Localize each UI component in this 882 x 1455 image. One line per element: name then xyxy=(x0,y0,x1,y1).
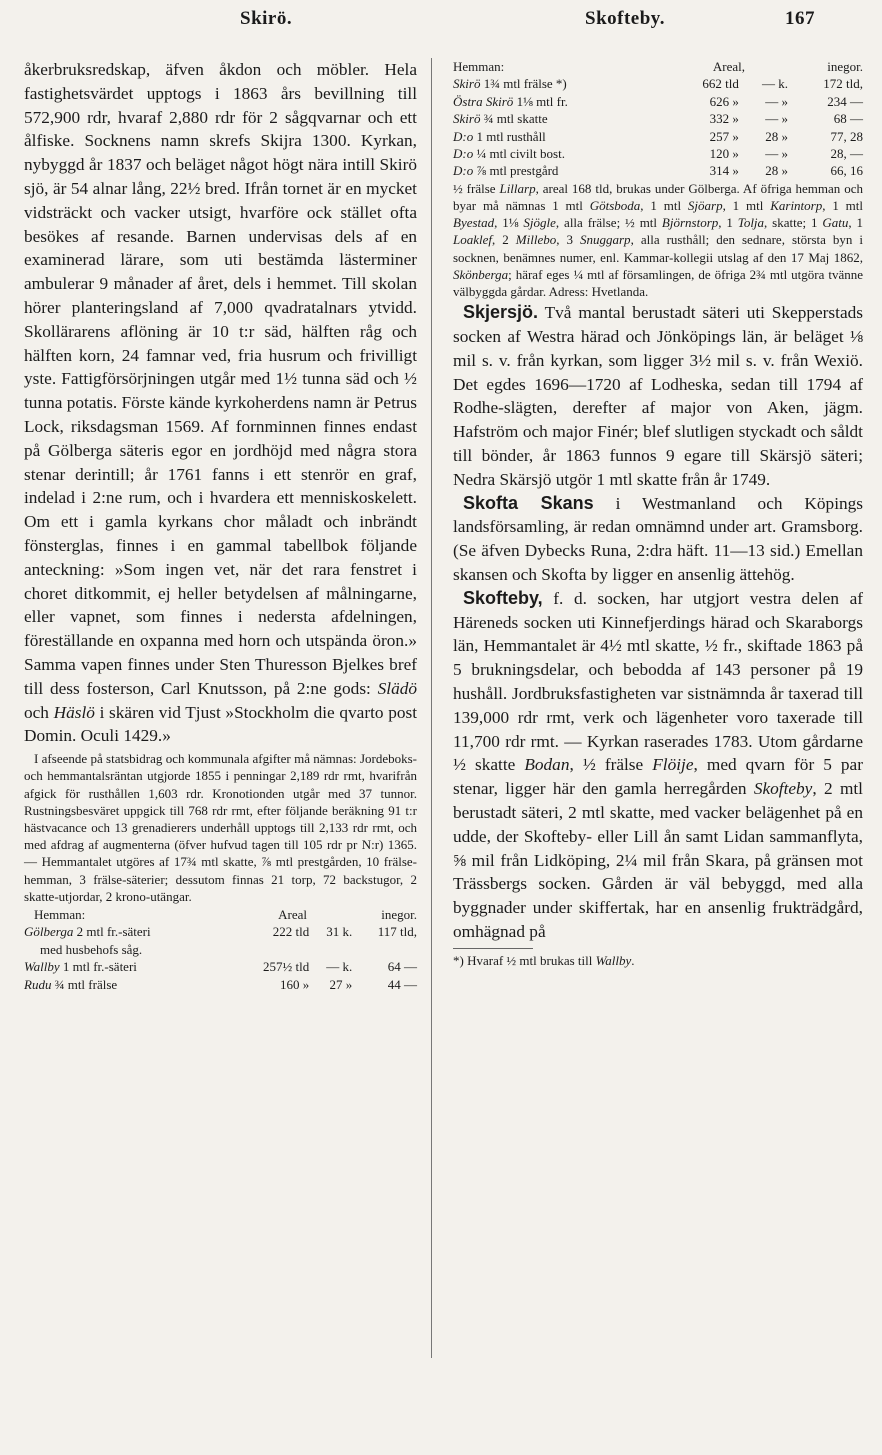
left-column xyxy=(24,58,417,993)
entry-heading: Skofta Skans xyxy=(463,492,594,513)
entry-skjersjo: Skjersjö. Två mantal berustadt säteri uti Skepperstads socken af Westra härad och Jönköpings län, är beläget ⅛ mil s. v. från kyrkan, som ligger 3½ mil s. v. från Wexiö. Det egdes 1696—1720 af Lodheska, sedan till 1794 af Rodhe-slägten, derefter af major von Aken, jägm. Hafström och major Finér; blef slutligen styckadt och såldt till bönder, år 1863 funnos 9 egare till Skärsjö säteri; Nedra Skärsjö utgör 1 mtl skatte från år 1749. xyxy=(453,302,863,489)
table-row: Östra Skirö 1⅛ mtl fr. 626 » — » 234 — xyxy=(453,93,863,109)
right-column xyxy=(453,58,863,969)
footnote: *) Hvaraf ½ mtl brukas till Wallby. xyxy=(453,952,635,968)
column-divider xyxy=(431,58,432,1358)
table-row: D:o ¼ mtl civilt bost. 120 » — » 28, — xyxy=(453,146,863,162)
right-hemman-table xyxy=(453,58,863,180)
table-row: Skirö 1¾ mtl frälse *) 662 tld — k. 172 tld, xyxy=(453,76,863,92)
page-number: 167 xyxy=(785,8,815,29)
table-header-row: Hemman: Areal inegor. xyxy=(34,906,417,922)
table-row: Gölberga 2 mtl fr.-säteri 222 tld 31 k. 117 tld, xyxy=(24,924,417,940)
table-row: Skirö ¾ mtl skatte 332 » — » 68 — xyxy=(453,111,863,127)
table-header-row: Hemman: Areal, inegor. xyxy=(453,59,863,74)
entry-skofteby: Skofteby, f. d. socken, har utgjort vestra delen af Häreneds socken uti Kinnefjerdings härad och Skaraborgs län, Hemmantalet är 4½ mtl skatte, ½ fr., skiftade 1863 på 5 brukningsdelar, och bebodda af 143 personer på 19 hushåll. Jordbruksfastigheten var sistnämnda år taxerad till 139,000 rdr rmt, verk och lägenheter voro taxerade till 11,700 rdr rmt. — Kyrkan raserades 1783. Utom gårdarne ½ skatte Bodan, ½ frälse Flöije, med qvarn för 5 par stenar, ligger här den gamla herregården Skofteby, 2 mtl berustadt säteri, 2 mtl skatte, med vacker belägenhet på en udde, der Skofteby- eller Lill ån samt Lidan sammanflyta, ⅝ mil från Lidköping, 2¼ mil från Skara, på gränsen mot Trässbergs socken. Gården är väl bebyggd, med alla byggnader under skiffertak, har en ansenlig frukträdgård, omhägnad på xyxy=(453,587,863,941)
running-head-left: Skirö. xyxy=(240,8,293,29)
entry-heading: Skjersjö. xyxy=(463,302,539,323)
skiro-hemman-note: ½ frälse Lillarp, areal 168 tld, brukas under Gölberga. Af öfriga hemman och byar må nämnas 1 mtl Götsboda, 1 mtl Sjöarp, 1 mtl Karintorp, 1 mtl Byestad, 1⅛ Sjögle, alla frälse; ½ mtl Björnstorp, 1 Tolja, skatte; 1 Gatu, 1 Loaklef, 2 Millebo, 3 Snuggarp, alla rusthåll; den sednare, största byn i socknen, benämnes numer, enl. Kammar-kollegii utslag af den 17 Maj 1862, Skönberga; häraf eges ¼ mtl af församlingen, de öfriga 2¾ mtl utgöra tvänne välbyggda gårdar. Adress: Hvetlanda. xyxy=(453,180,864,300)
skiro-continuation-paragraph: åkerbruksredskap, äfven åkdon och möbler. Hela fastighetsvärdet upptogs i 1863 års bevillning till 572,900 rdr, hvaraf 2,880 rdr för 2 sågqvarnar och ett ålfiske. Socknens namn skrefs Skijra 1300. Kyrkan, nybyggd år 1837 och beläget något högt nära intill Skirö sjö, är 54 alnar lång, 22½ bred. Ifrån tornet är en mycket vidsträckt och vacker utsigt, hvarföre ock stället ofta besökes af resande. Barnen undervisas dels af en examinerad lärare, som uti bestämda lästerminer ambulerar 9 månader af året, dels i hemmet. Till skolan hörer planteringsland af 7,000 qvadratalnars ytvidd. Skollärarens aflöning är 10 t:r säd, hälften råg och hälften korn, 24 famnar ved, fria husrum och frivilligt yste. Fattigförsörjningen utgår med 1½ tunna säd och ½ tunna potatis. Förste kände kyrkoherdens namn är Petrus Lock, riksdagsman 1569. Af fornminnen finnes endast på Gölberga säteris egor en jordhöjd med några stora stenar derintill; år 1761 fanns i ett stenrör en graf, indelad i 2:ne rum, och i hvardera ett menniskoskelett. Om ett i gamla kyrkans chor måladt och inbrändt fönsterglas, finnes i en gammal tabellbok följande anteckning: »Som ingen vet, när det rara fenstret i choret ditkommit, ej heller betydelsen af målningarne, eller vapnet, som finnes i nedersta afdelningen, föreställande en oxpanna med horn och utspända öron.» Samma vapen finnes under Sten Thuresson Bjelkes bref till dess fosterson, Carl Knutsson, på 2:ne gods: Slädö och Häslö i skären vid Tjust »Stockholm die qvarto post Domin. Oculi 1429.» xyxy=(24,60,418,746)
table-row: Wallby 1 mtl fr.-säteri 257½ tld — k. 64 — xyxy=(24,959,417,975)
table-row: Rudu ¾ mtl frälse 160 » 27 » 44 — xyxy=(24,976,417,992)
running-head-center: Skofteby. xyxy=(585,8,665,29)
footnote-rule xyxy=(453,948,533,949)
entry-heading: Skofteby, xyxy=(463,587,543,608)
left-hemman-table xyxy=(24,906,417,993)
table-row: med husbehofs såg. xyxy=(40,941,143,957)
table-row: D:o ⅞ mtl prestgård 314 » 28 » 66, 16 xyxy=(453,163,863,179)
table-row: D:o 1 mtl rusthåll 257 » 28 » 77, 28 xyxy=(453,128,863,144)
skiro-statistics-note: I afseende på statsbidrag och kommunala afgifter må nämnas: Jordeboks- och hemmantalsräntan utgjorde 1855 i penningar 2,189 rdr rmt, hvarifrån afgick för rusthållen 1,603 rdr. Kronotionden utgår med 37 tunnor. Rustningsbesväret uppgick till 768 rdr rmt, efter följande beräkning 91 t:r hästvacance och 13 grenadierers underhåll upptogs till 2,133 rdr rmt, och med afdrag af augmenterna (öfver hufvud tagen till 105 rdr pr N:r) 1365. — Hemmantalet utgöres af 17¾ mtl skatte, ⅞ mtl prestgården, 10 frälse-hemman, 3 frälse-säterier; dessutom finnas 21 torp, 72 backstugor, 2 skatte-utjordar, 2 krono-utängar. xyxy=(24,751,417,904)
entry-skofta-skans: Skofta Skans i Westmanland och Köpings landsförsamling, är redan omnämnd under art. Gramsborg. (Se äfven Dybecks Runa, 2:dra häft. 11—13 sid.) Emellan skansen och Skofta by ligger en ansenlig ättehög. xyxy=(453,492,864,585)
